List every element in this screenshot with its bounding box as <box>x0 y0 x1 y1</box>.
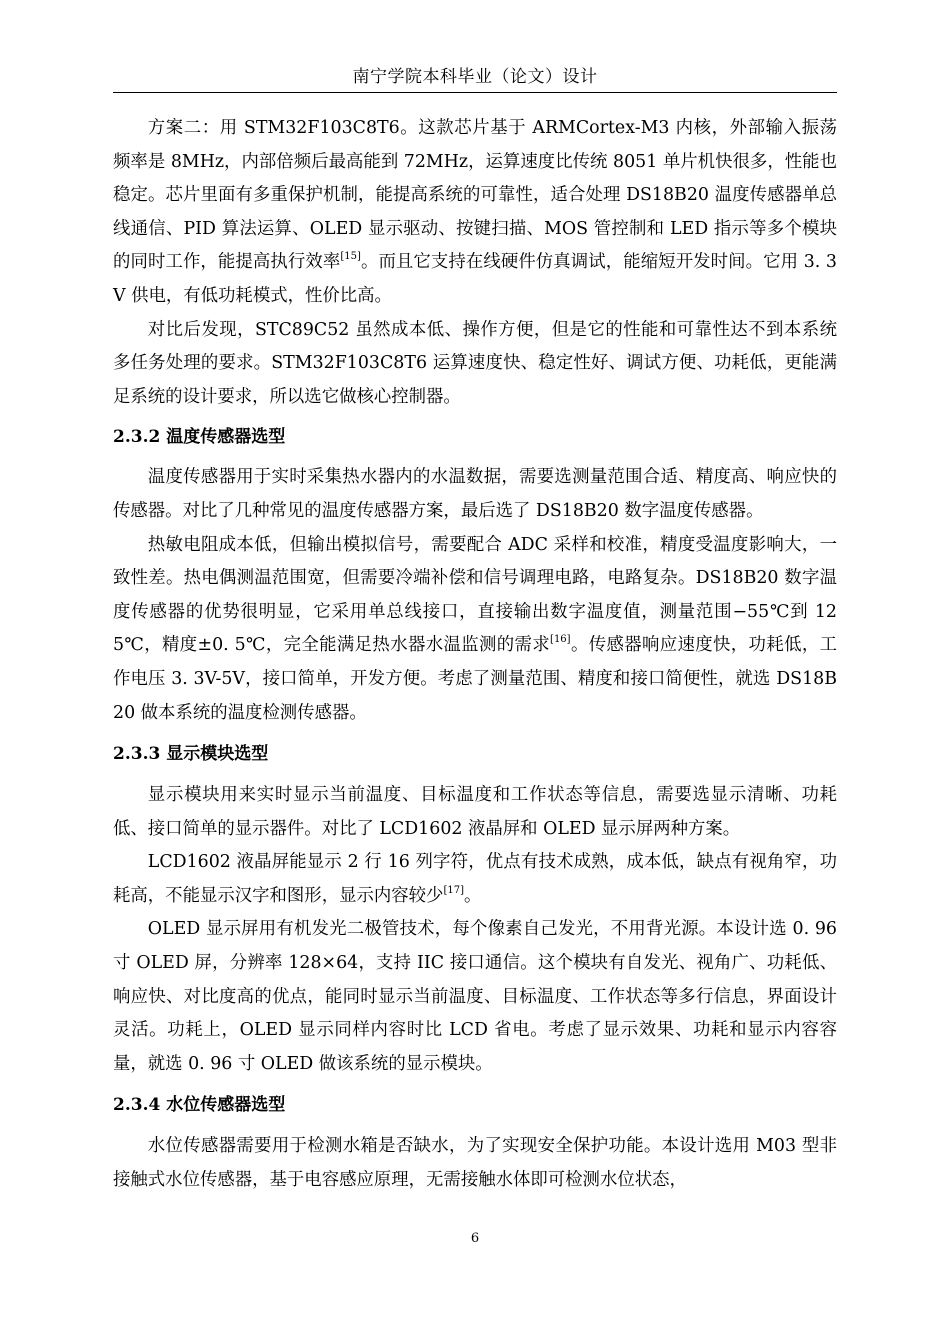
section-heading-water-level-sensor: 2.3.4 水位传感器选型 <box>113 1095 286 1116</box>
page-body <box>113 112 837 1198</box>
paragraph-scheme-two <box>113 112 837 314</box>
page-header-title: 南宁学院本科毕业（论文）设计 <box>352 67 598 87</box>
citation-marker: [15] <box>340 251 361 263</box>
paragraph-text: 。 <box>463 885 482 906</box>
citation-marker: [16] <box>550 634 571 646</box>
paragraph-comparison: 对比后发现，STC89C52 虽然成本低、操作方便，但是它的性能和可靠性达不到本系统多任务处理的要求。STM32F103C8T6 运算速度快、稳定性好、调试方便、功耗低，更能满足系统的设计要求，所以选它做核心控制器。 <box>113 319 837 407</box>
paragraph-text: 热敏电阻成本低，但输出模拟信号，需要配合 ADC 采样和校准，精度受温度影响大，一致性差。热电偶测温范围宽，但需要冷端补偿和信号调理电路，电路复杂。DS18B20 数字温度传感器的优势很明显，它采用单总线接口，直接输出数字温度值，测量范围−55℃到 125℃，精度±0. 5℃，完全能满足热水器水温监测的需求 <box>113 534 837 656</box>
paragraph-lcd1602 <box>113 846 837 913</box>
paragraph-text: 。传感器响应速度快，功耗低，工作电压 3. 3V-5V，接口简单，开发方便。考虑了测量范围、精度和接口简便性，就选 DS18B20 做本系统的温度检测传感器。 <box>113 635 837 723</box>
citation-marker: [17] <box>443 884 464 896</box>
paragraph-text: LCD1602 液晶屏能显示 2 行 16 列字符，优点有技术成熟，成本低，缺点有视角窄，功耗高，不能显示汉字和图形，显示内容较少 <box>113 852 837 906</box>
section-heading-display-module: 2.3.3 显示模块选型 <box>113 744 269 765</box>
paragraph-temperature-intro: 温度传感器用于实时采集热水器内的水温数据，需要选测量范围合适、精度高、响应快的传感器。对比了几种常见的温度传感器方案，最后选了 DS18B20 数字温度传感器。 <box>113 467 837 521</box>
page-number: 6 <box>470 1231 480 1246</box>
header-divider <box>113 92 837 93</box>
section-heading-temperature-sensor: 2.3.2 温度传感器选型 <box>113 427 286 448</box>
paragraph-temperature-compare <box>113 529 837 731</box>
paragraph-text: 。而且它支持在线硬件仿真调试，能缩短开发时间。它用 3. 3V 供电，有低功耗模式，性价比高。 <box>113 252 837 306</box>
paragraph-oled: OLED 显示屏用有机发光二极管技术，每个像素自己发光，不用背光源。本设计选 0. 96 寸 OLED 屏，分辨率 128×64，支持 IIC 接口通信。这个模块有自发光、视角广、功耗低、响应快、对比度高的优点，能同时显示当前温度、目标温度、工作状态等多行信息，界面设计灵活。功耗上，OLED 显示同样内容时比 LCD 省电。考虑了显示效果、功耗和显示内容容量，就选 0. 96 寸 OLED 做该系统的显示模块。 <box>113 919 837 1074</box>
paragraph-water-level: 水位传感器需要用于检测水箱是否缺水，为了实现安全保护功能。本设计选用 M03 型非接触式水位传感器，基于电容感应原理，无需接触水体即可检测水位状态， <box>113 1136 837 1191</box>
paragraph-display-intro: 显示模块用来实时显示当前温度、目标温度和工作状态等信息，需要选显示清晰、功耗低、接口简单的显示器件。对比了 LCD1602 液晶屏和 OLED 显示屏两种方案。 <box>113 785 837 839</box>
paragraph-text: 方案二：用 STM32F103C8T6。这款芯片基于 ARMCortex-M3 内核，外部输入振荡频率是 8MHz，内部倍频后最高能到 72MHz，运算速度比传统 8051 单片机快很多，性能也稳定。芯片里面有多重保护机制，能提高系统的可靠性，适合处理 DS18B20 温度传感器单总线通信、PID 算法运算、OLED 显示驱动、按键扫描、MOS 管控制和 LED 指示等多个模块的同时工作，能提高执行效率 <box>113 118 837 273</box>
